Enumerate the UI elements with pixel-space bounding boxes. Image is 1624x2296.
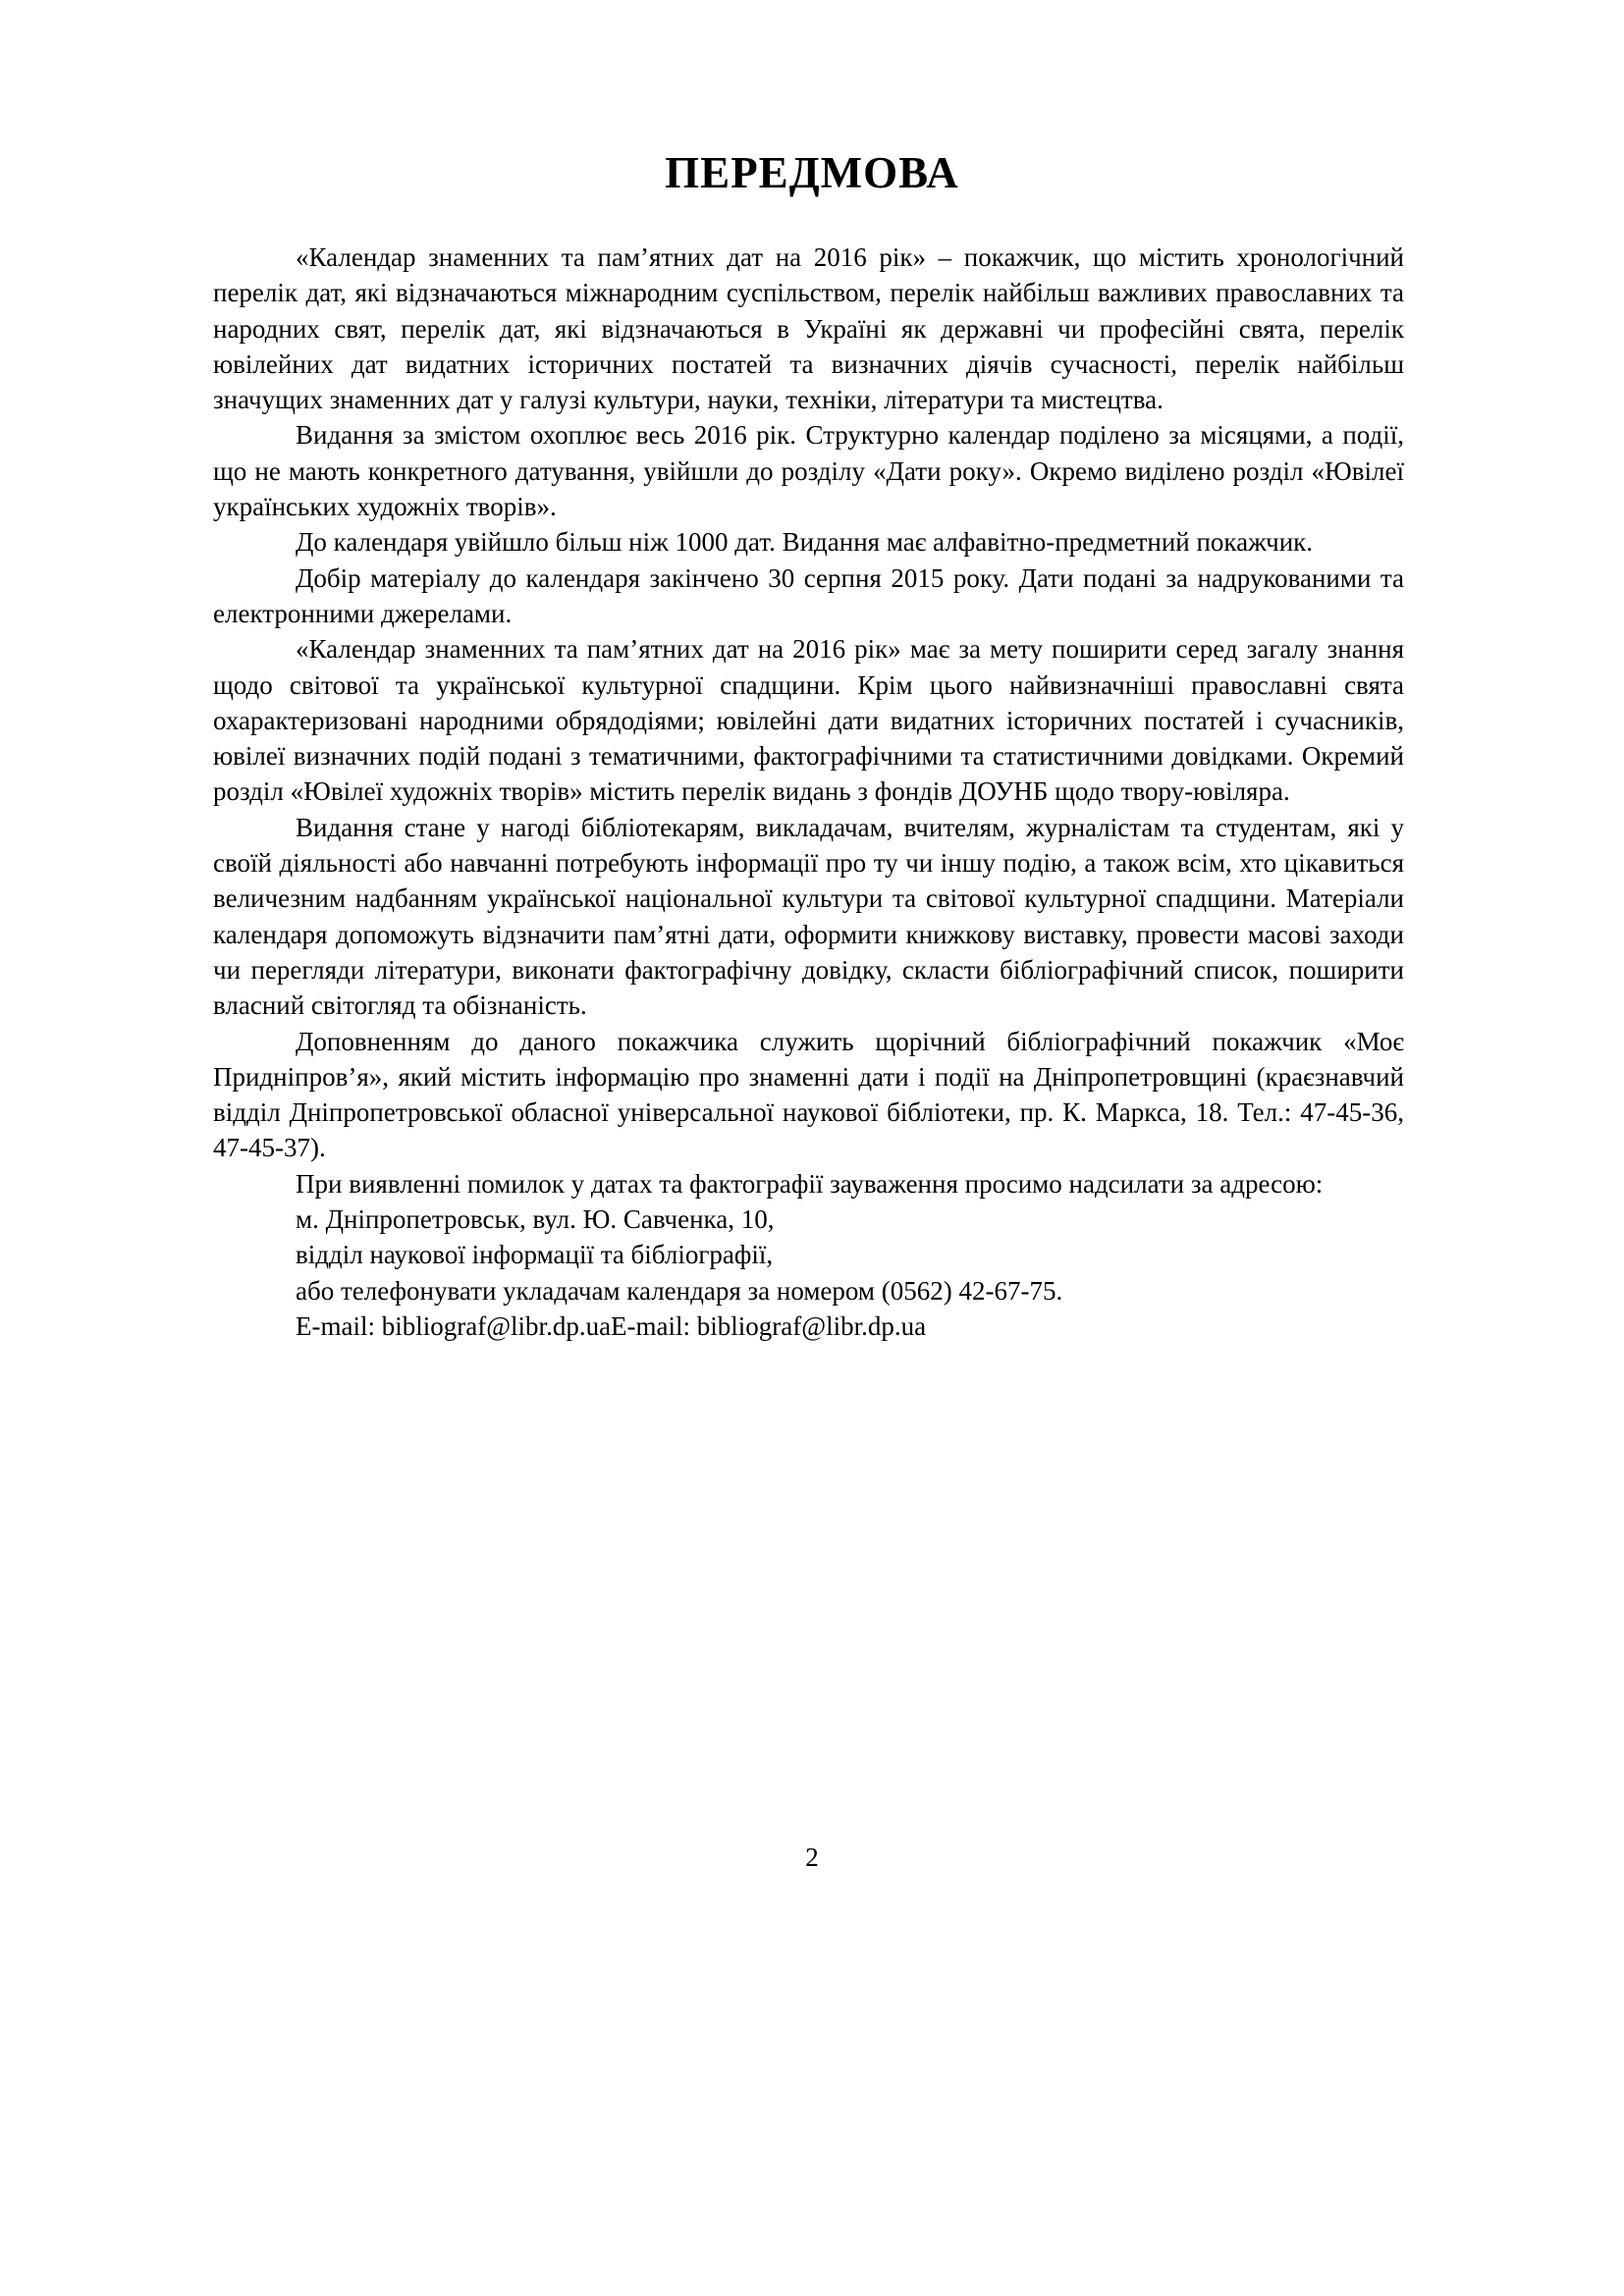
- paragraph-count: До календаря увійшло більш ніж 1000 дат. Видання має алфавітно-предметний покажчик.: [296, 527, 1314, 558]
- paragraph-intro: «Календар знаменних та пам’ятних дат на 2016 рік» – покажчик, що містить хронологічний перелік дат, які відзначаються міжнародним суспільством, перелік найбільш важливих православних та народних свят, перелік дат, які відзначаються в Україні як державні чи професійні свята, перелік ювілейних дат видатних історичних постатей та визначних діячів сучасності, перелік найбільш значущих знаменних дат у галузі культури, науки, техніки, літератури та мистецтва.: [213, 242, 1404, 415]
- page-number: 2: [805, 1842, 819, 1872]
- paragraph-selection: Добір матеріалу до календаря закінчено 30 серпня 2015 року. Дати подані за надрукованими та електронними джерелами.: [213, 562, 1404, 628]
- contact-address: м. Дніпропетровськ, вул. Ю. Савченка, 10,: [296, 1204, 775, 1235]
- page-title: ПЕРЕДМОВА: [665, 148, 959, 197]
- contact-department: відділ наукової інформації та бібліографії,: [296, 1240, 774, 1270]
- contact-phone: або телефонувати укладачам календаря за номером (0562) 42-67-75.: [296, 1275, 1063, 1306]
- paragraph-audience: Видання стане у нагоді бібліотекарям, викладачам, вчителям, журналістам та студентам, які у своїй діяльності або навчанні потребують інформації про ту чи іншу подію, а також всім, хто цікавиться величезним надбанням української національної культури та світової культурної спадщини. Матеріали календаря допоможуть відзначити пам’ятні дати, оформити книжкову виставку, провести масові заходи чи перегляди літератури, виконати фактографічну довідку, скласти бібліографічний список, поширити власний світогляд та обізнаність.: [213, 812, 1404, 1021]
- paragraph-purpose: «Календар знаменних та пам’ятних дат на 2016 рік» має за мету поширити серед загалу знання щодо світової та української культурної спадщини. Крім цього найвизначніші православні свята охарактеризовані народними обрядодіями; ювілейні дати видатних історичних постатей і сучасників, ювілеї визначних подій подані з тематичними, фактографічними та статистичними довідками. Окремий розділ «Ювілеї художніх творів» містить перелік видань з фондів ДОУНБ щодо твору-ювіляра.: [213, 634, 1404, 807]
- paragraph-scope: Видання за змістом охоплює весь 2016 рік. Структурно календар поділено за місяцями, а події, що не мають конкретного датування, увійшли до розділу «Дати року». Окремо виділено розділ «Ювілеї українських художніх творів».: [213, 420, 1404, 522]
- paragraph-supplement: Доповненням до даного покажчика служить щорічний бібліографічний покажчик «Моє Придніпров’я», який містить інформацію про знаменні дати і події на Дніпропетровщині (краєзнавчий відділ Дніпропетровської обласної універсальної наукової бібліотеки, пр. К. Маркса, 18. Тел.: 47-45-36, 47-45-37).: [213, 1026, 1404, 1163]
- paragraph-errors: При виявленні помилок у датах та фактографії зауваження просимо надсилати за адресою:: [296, 1168, 1324, 1199]
- contact-email: E-mail: bibliograf@libr.dp.uaE-mail: bibliograf@libr.dp.ua: [296, 1310, 927, 1341]
- document-body: [213, 240, 1404, 1344]
